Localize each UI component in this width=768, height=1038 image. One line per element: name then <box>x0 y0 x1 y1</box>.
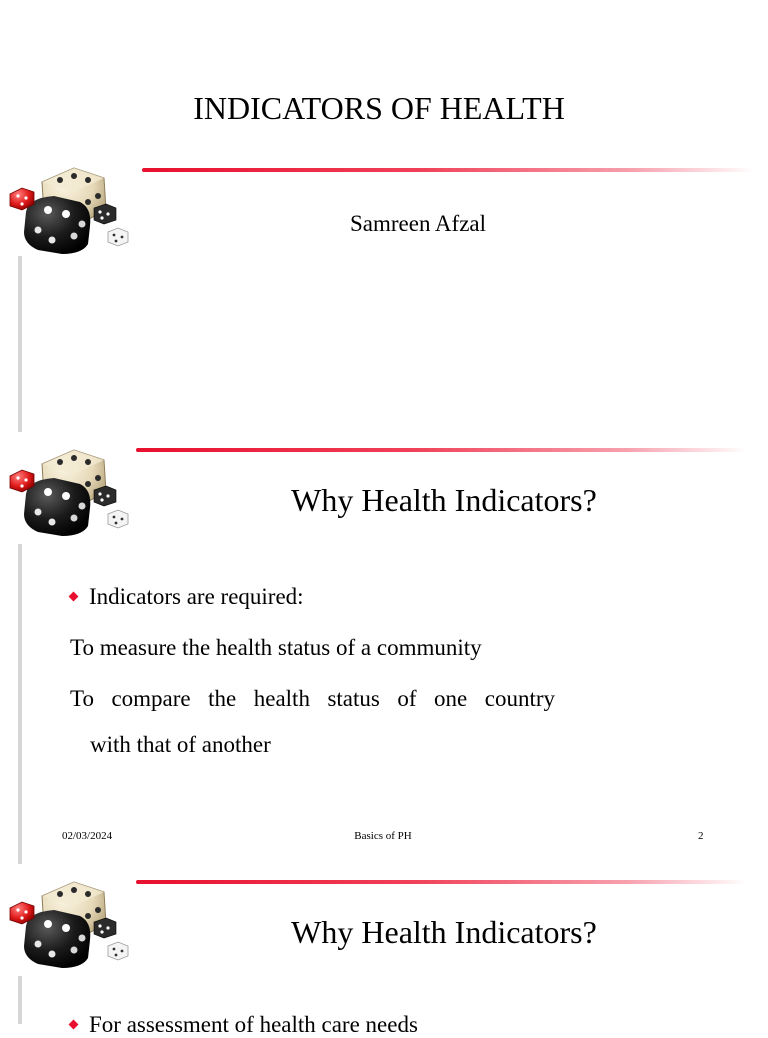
footer-date: 02/03/2024 <box>62 830 113 842</box>
slide-2 <box>0 432 768 864</box>
slide-title: Why Health Indicators? <box>291 914 597 950</box>
dice-icon <box>4 866 132 970</box>
footer-page-number: 2 <box>698 830 704 842</box>
footer-title: Basics of PH <box>354 830 412 842</box>
bullet-text: Indicators are required: <box>89 584 304 609</box>
bullet-text: For assessment of health care needs <box>89 1012 418 1037</box>
slide-3 <box>0 864 768 1037</box>
title-divider <box>136 448 748 452</box>
bullet-item <box>70 584 304 610</box>
slide-1 <box>0 0 768 432</box>
slide-title: Why Health Indicators? <box>291 482 597 518</box>
left-accent-bar <box>18 544 22 864</box>
bullet-item <box>70 1012 418 1038</box>
slide-subtitle: Samreen Afzal <box>349 211 487 236</box>
body-line: To measure the health status of a community <box>70 635 482 660</box>
left-accent-bar <box>18 256 22 432</box>
diamond-bullet-icon <box>69 1020 79 1030</box>
slide-title: INDICATORS OF HEALTH <box>193 90 565 126</box>
dice-icon <box>4 434 132 538</box>
title-divider <box>142 168 754 172</box>
dice-icon <box>4 152 132 256</box>
body-line: To compare the health status of one country <box>70 686 555 711</box>
body-line: with that of another <box>90 732 271 757</box>
diamond-bullet-icon <box>69 592 79 602</box>
left-accent-bar <box>18 976 22 1024</box>
title-divider <box>136 880 748 884</box>
